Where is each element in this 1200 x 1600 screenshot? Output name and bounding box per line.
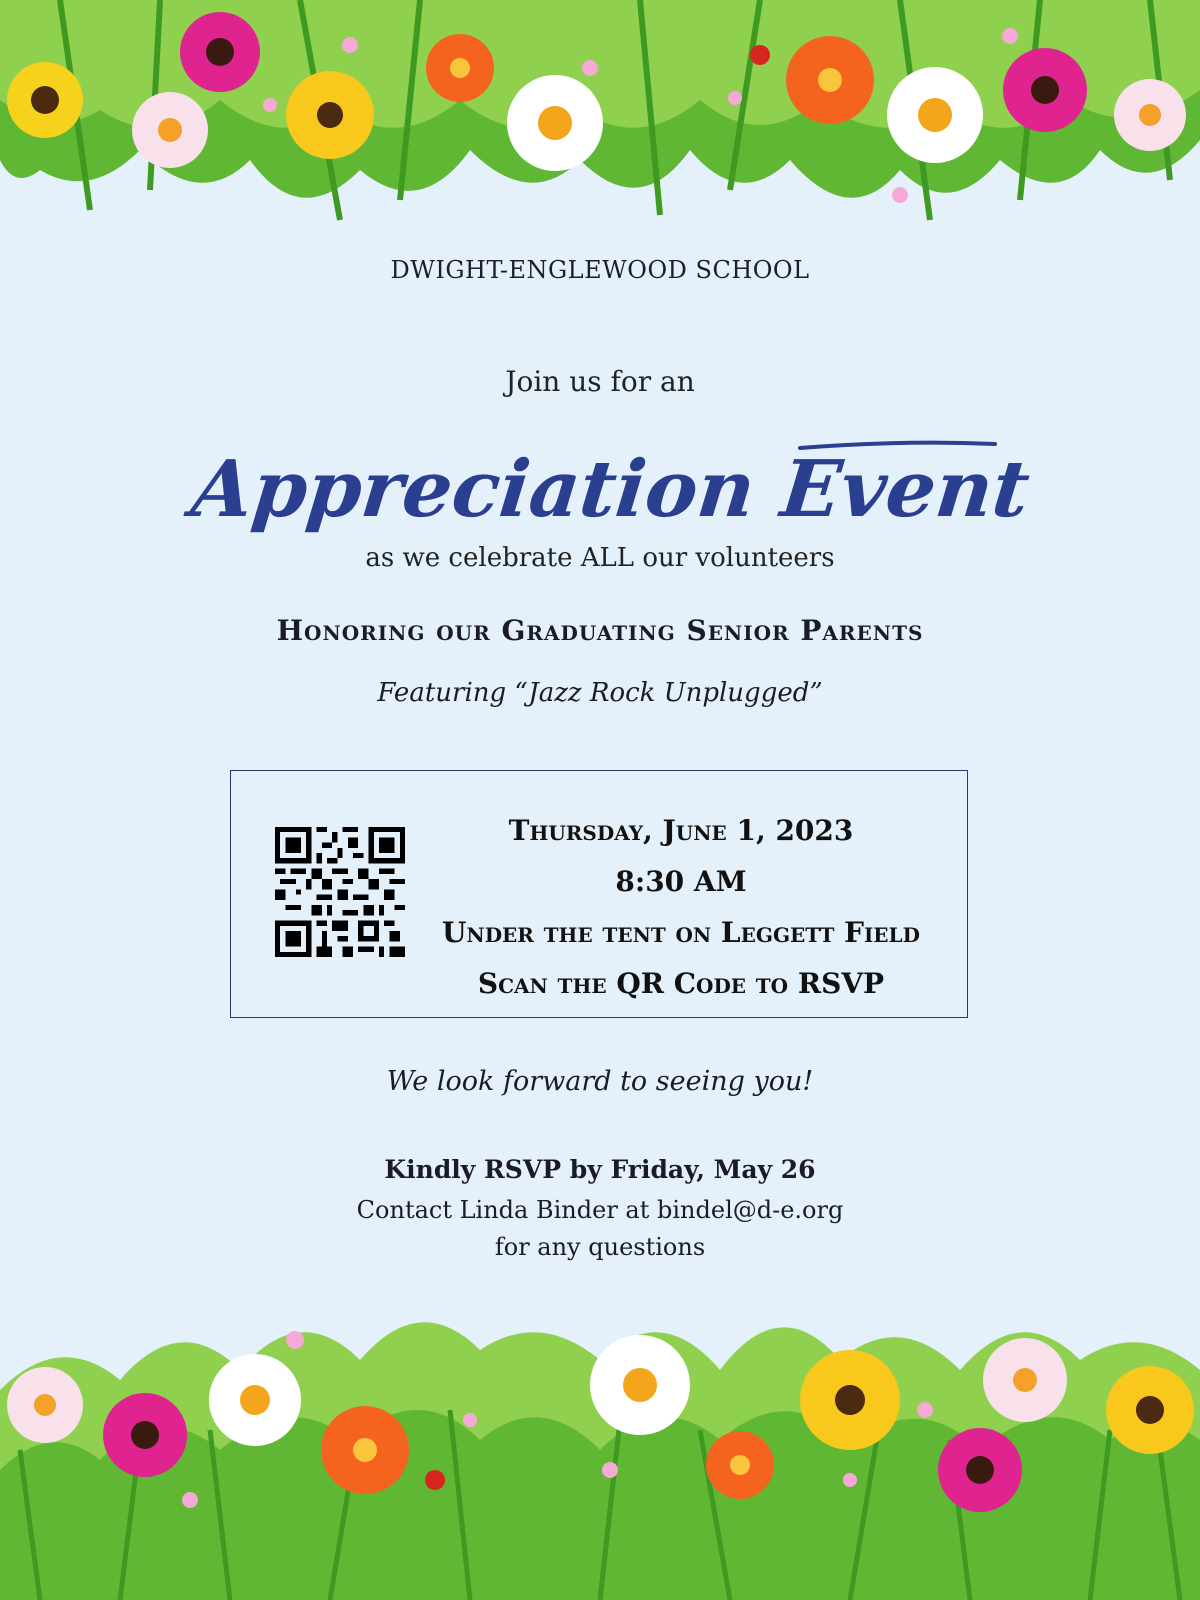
floral-border-top	[0, 0, 1200, 250]
event-location: Under the tent on Leggett Field	[442, 916, 920, 949]
rsvp-qr-code[interactable]	[275, 827, 405, 957]
honoring-heading: Honoring our Graduating Senior Parents	[276, 614, 924, 647]
event-time: 8:30 AM	[615, 865, 747, 898]
questions-line: for any questions	[494, 1233, 706, 1261]
event-title	[187, 418, 1034, 558]
event-title-text: Appreciation Event	[187, 444, 1034, 535]
rsvp-deadline: Kindly RSVP by Friday, May 26	[384, 1155, 816, 1184]
event-details-box	[230, 770, 968, 1018]
floral-border-bottom	[0, 1270, 1200, 1600]
event-date: Thursday, June 1, 2023	[508, 814, 854, 847]
intro-text: Join us for an	[505, 365, 695, 398]
celebrate-text: as we celebrate ALL our volunteers	[365, 543, 835, 573]
scan-instruction: Scan the QR Code to RSVP	[477, 967, 885, 1000]
school-name: DWIGHT-ENGLEWOOD SCHOOL	[390, 256, 810, 284]
featuring-text: Featuring “Jazz Rock Unplugged”	[377, 678, 823, 708]
contact-line: Contact Linda Binder at bindel@d-e.org	[356, 1196, 844, 1224]
closing-text: We look forward to seeing you!	[386, 1066, 814, 1097]
event-details	[431, 805, 931, 1009]
